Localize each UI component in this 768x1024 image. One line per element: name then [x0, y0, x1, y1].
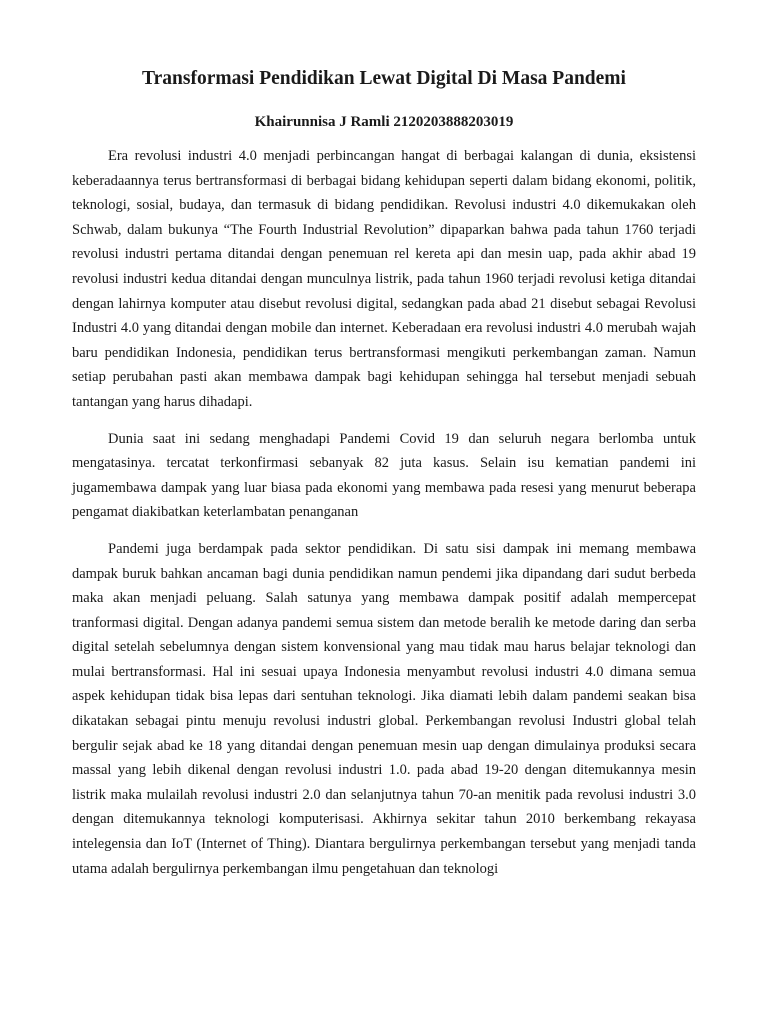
document-title: Transformasi Pendidikan Lewat Digital Di Masa Pandemi — [142, 68, 626, 89]
paragraph-3: Pandemi juga berdampak pada sektor pendidikan. Di satu sisi dampak ini memang membawa dampak buruk bahkan ancaman bagi dunia pendidikan namun pendemi jika dipandang dari sudut berbeda maka akan menjadi peluang. Salah satunya yang membawa dampak positif adalah mempercepat tranformasi digital. Dengan adanya pandemi semua sistem dan metode beralih ke metode daring dan serba digital setelah sebelumnya dengan sistem konvensional yang mau tidak mau harus belajar teknologi dan mulai bertransformasi. Hal ini sesuai upaya Indonesia menyambut revolusi industri 4.0 dimana semua aspek kehidupan tidak bisa lepas dari sentuhan teknologi. Jika diamati lebih dalam pandemi seakan bisa dikatakan sebagai pintu menuju revolusi industri global. Perkembangan revolusi Industri global telah bergulir sejak abad ke 18 yang ditandai dengan penemuan mesin uap dengan dimulainya produksi secara massal yang lebih dikenal dengan revolusi industri 1.0. pada abad 19-20 dengan ditemukannya mesin listrik maka mulailah revolusi industri 2.0 dan selanjutnya tahun 70-an menitik pada revolusi industri 3.0 dengan ditemukannya teknologi komputerisasi. Akhirnya sekitar tahun 2010 berkembang rekayasa intelegensia dan IoT (Internet of Thing). Diantara bergulirnya perkembangan tersebut yang menjadi tanda utama adalah bergulirnya perkembangan ilmu pengetahuan dan teknologi — [72, 540, 696, 877]
paragraph-2: Dunia saat ini sedang menghadapi Pandemi Covid 19 dan seluruh negara berlomba untuk mengatasinya. tercatat terkonfirmasi sebanyak 82 juta kasus. Selain isu kematian pandemi ini jugamembawa dampak yang luar biasa pada ekonomi yang membawa pada resesi yang menurut beberapa pengamat diakibatkan keterlambatan penanganan — [72, 430, 696, 521]
author-line: Khairunnisa J Ramli 2120203888203019 — [254, 114, 514, 130]
paragraph-1: Era revolusi industri 4.0 menjadi perbincangan hangat di berbagai kalangan di dunia, eksistensi keberadaannya terus bertransformasi di berbagai bidang kehidupan seperti dalam bidang ekonomi, politik, teknologi, sosial, budaya, dan termasuk di bidang pendidikan. Revolusi industri 4.0 dikemukakan oleh Schwab, dalam bukunya “The Fourth Industrial Revolution” dipaparkan bahwa pada tahun 1760 terjadi revolusi industri pertama ditandai dengan penemuan rel kereta api dan mesin uap, pada akhir abad 19 revolusi industri kedua ditandai dengan munculnya listrik, pada tahun 1960 terjadi revolusi ketiga ditandai dengan lahirnya komputer atau disebut revolusi digital, sedangkan pada abad 21 disebut sebagai Revolusi Industri 4.0 yang ditandai dengan mobile dan internet. Keberadaan era revolusi industri 4.0 merubah wajah baru pendidikan Indonesia, pendidikan terus bertransformasi mengikuti perkembangan zaman. Namun setiap perubahan pasti akan membawa dampak bagi kehidupan sehingga hal tersebut menjadi sebuah tantangan yang harus dihadapi. — [72, 148, 696, 410]
document-body — [72, 144, 696, 881]
